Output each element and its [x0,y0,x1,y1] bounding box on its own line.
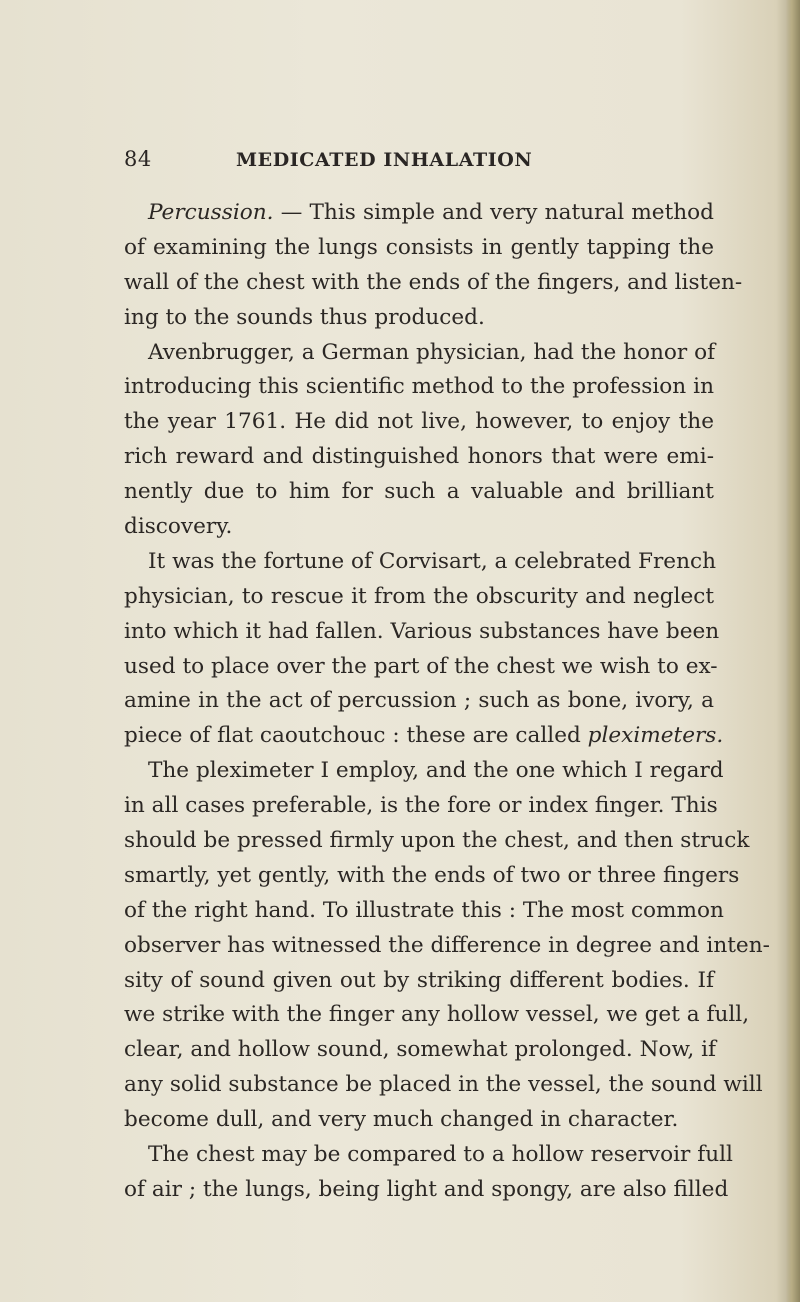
text-line: sity of sound given out by striking different bodies. If [124,967,714,993]
body-text [124,196,770,1208]
text-line: The pleximeter I employ, and the one which I regard [148,758,724,784]
text-line: in all cases preferable, is the fore or index finger. This [124,793,718,819]
line-text: piece of flat caoutchouc : these are called [124,723,581,749]
run-in-heading: Percussion. [148,200,274,225]
text-line: introducing this scientific method to the profession in [124,374,714,400]
page-number: 84 [124,147,152,171]
text-line: amine in the act of percussion ; such as bone, ivory, a [124,688,714,714]
text-line: of air ; the lungs, being light and spongy, are also filled [124,1176,729,1202]
running-head [0,147,800,177]
text-line: discovery. [124,514,233,540]
text-line: of examining the lungs consists in gently tapping the [124,234,714,260]
text-line: smartly, yet gently, with the ends of two or three fingers [124,862,740,888]
text-line: It was the fortune of Corvisart, a celebrated French [148,548,716,574]
text-line: clear, and hollow sound, somewhat prolonged. Now, if [124,1037,717,1063]
text-line: any solid substance be placed in the vessel, the sound will [124,1072,763,1098]
text-line: used to place over the part of the chest we wish to ex- [124,653,718,679]
text-line: wall of the chest with the ends of the fingers, and listen- [124,269,743,295]
text-line: The chest may be compared to a hollow reservoir full [148,1142,733,1168]
text-line: Avenbrugger, a German physician, had the honor of [148,339,716,365]
text-line: become dull, and very much changed in character. [124,1107,679,1133]
text-line [124,719,724,754]
text-line: into which it had fallen. Various substances have been [124,618,720,644]
text-line: nently due to him for such a valuable and brilliant [124,479,714,505]
text-line: observer has witnessed the difference in degree and inten- [124,932,770,958]
text-line: the year 1761. He did not live, however, to enjoy the [124,409,714,435]
text-line: rich reward and distinguished honors that were emi- [124,444,714,470]
running-title: MEDICATED INHALATION [236,149,533,171]
text-line: should be pressed firmly upon the chest, and then struck [124,828,750,854]
text-line: physician, to rescue it from the obscurity and neglect [124,583,714,609]
line-text: — This simple and very natural method [280,200,714,225]
italic-term: pleximeters. [587,723,724,749]
text-line: ing to the sounds thus produced. [124,304,485,330]
page-edge-shadow [786,0,800,1302]
text-line: we strike with the finger any hollow vessel, we get a full, [124,1002,750,1028]
text-line [124,196,714,231]
text-line: of the right hand. To illustrate this : The most common [124,897,724,923]
